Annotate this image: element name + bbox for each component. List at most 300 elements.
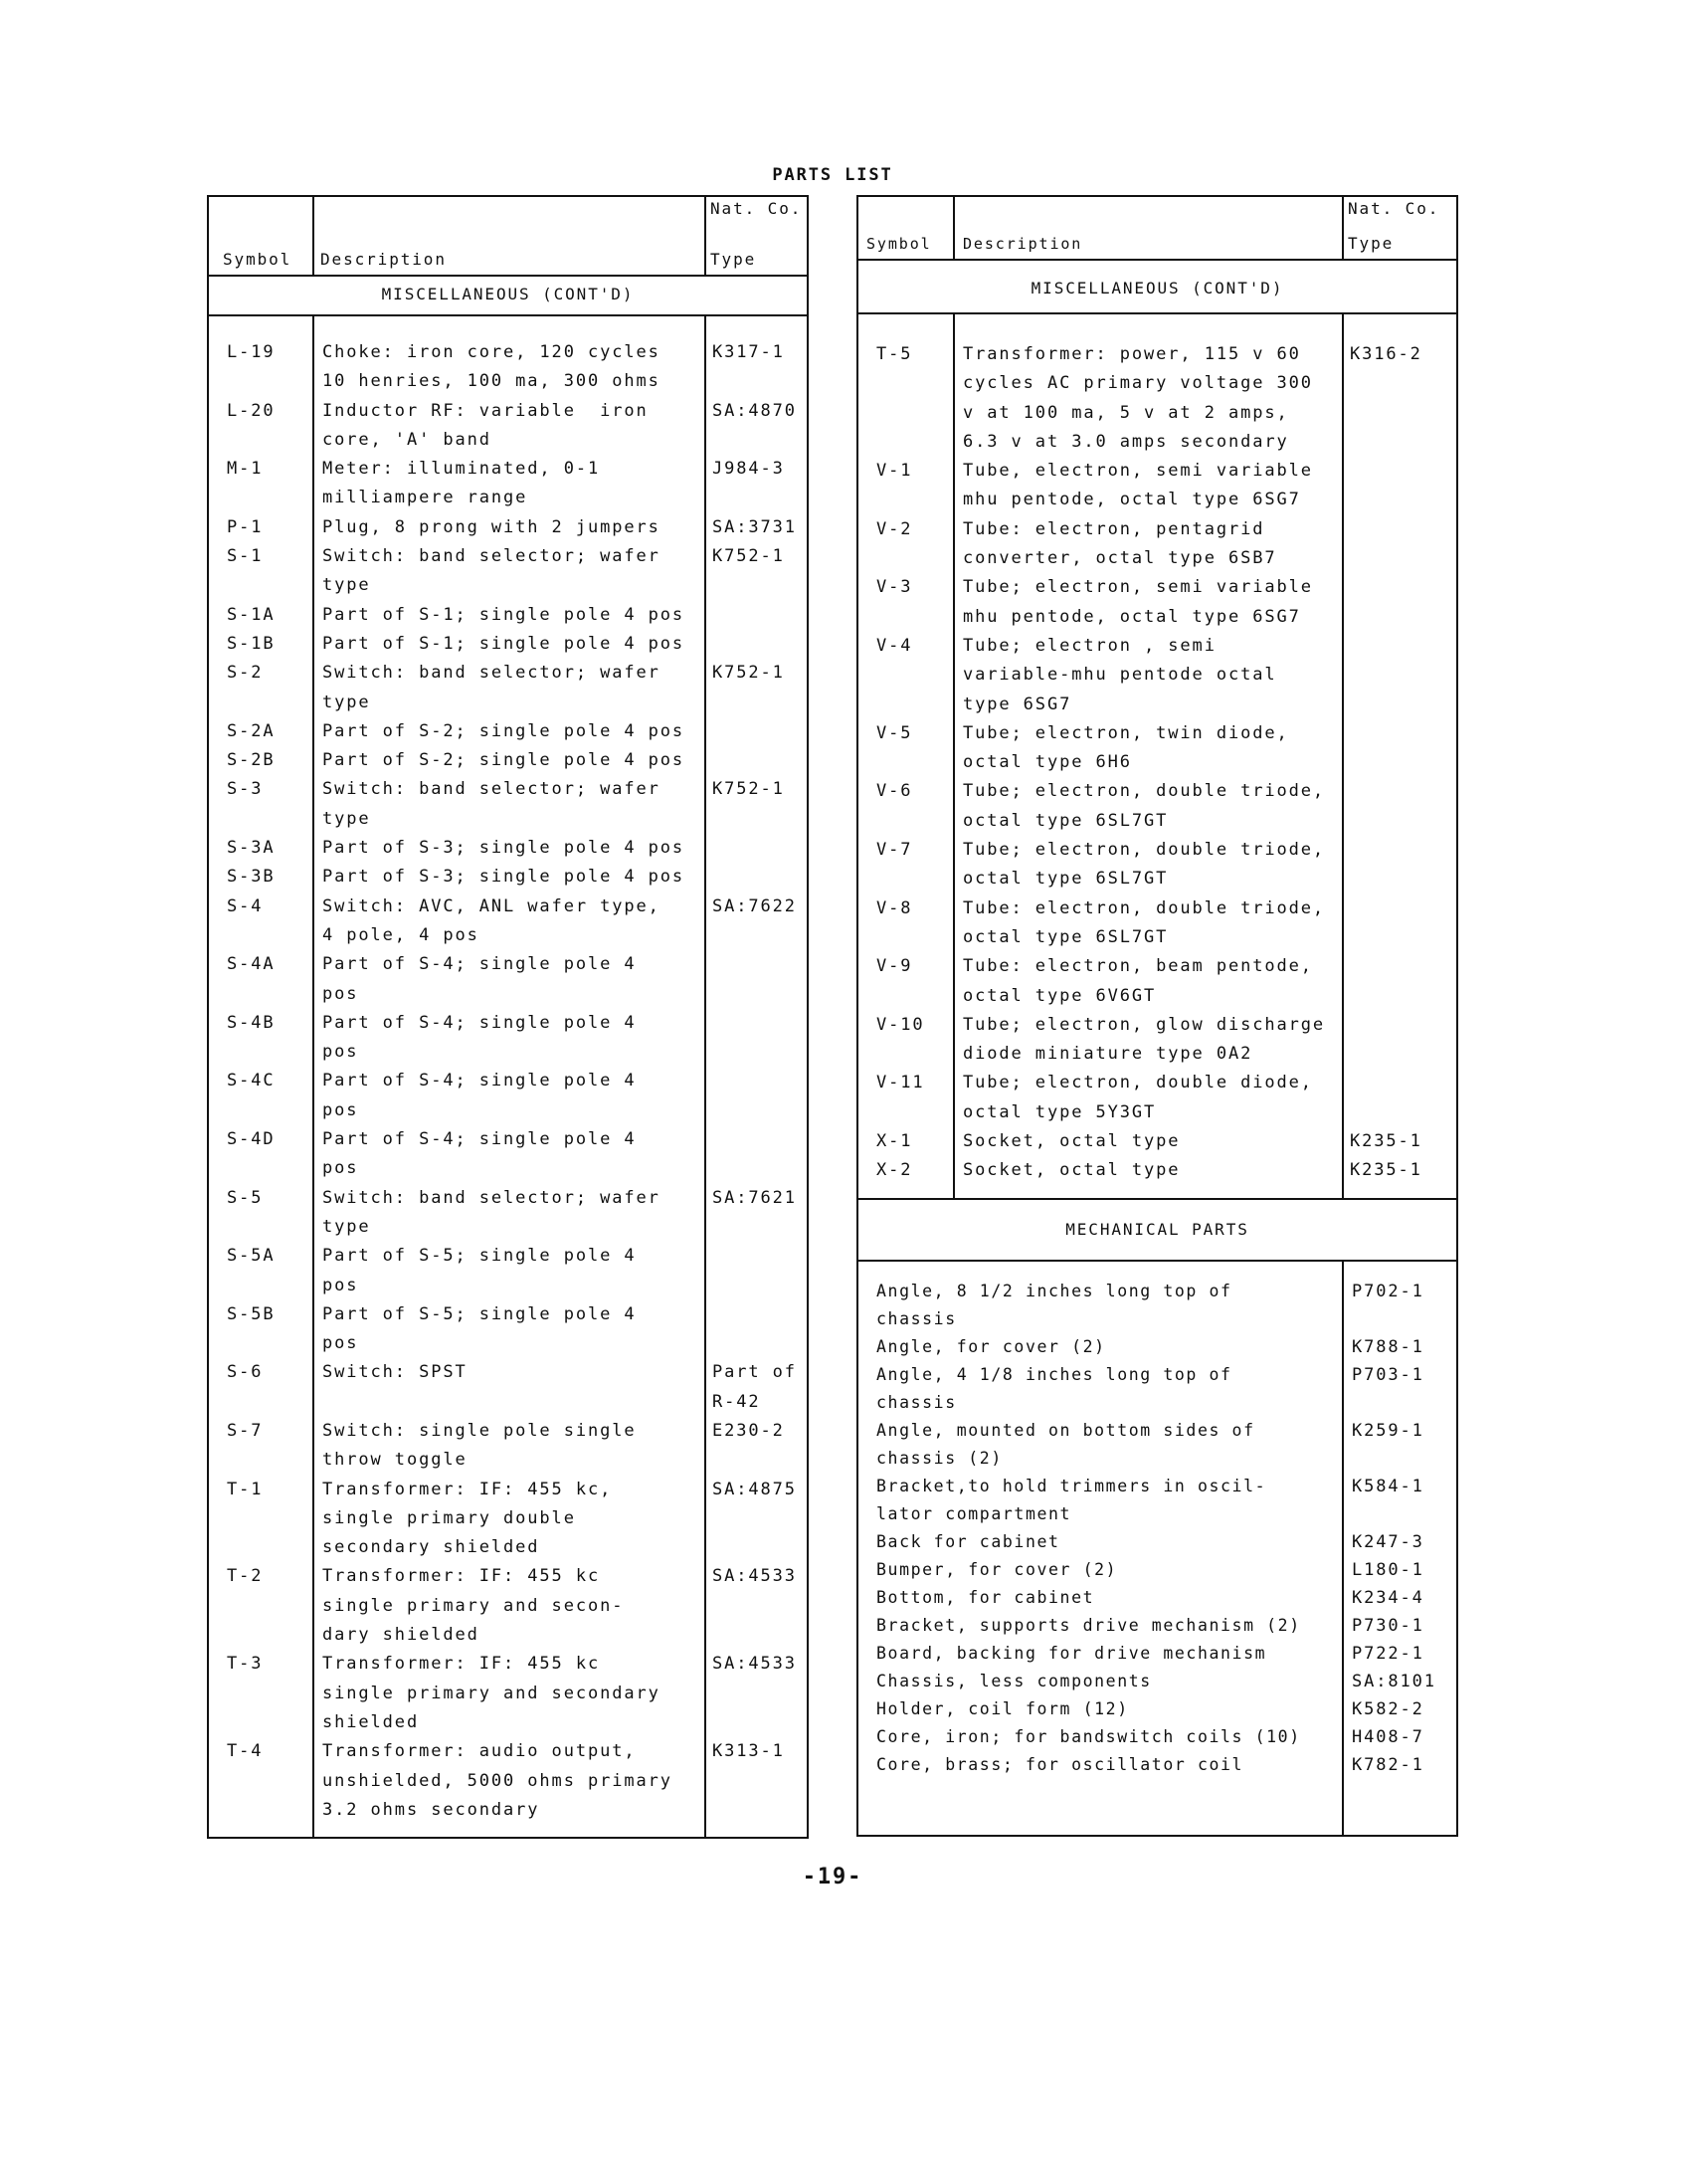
part-type: K782-1 bbox=[1352, 1755, 1424, 1775]
part-description bbox=[314, 1184, 706, 1243]
part-symbol: V-6 bbox=[876, 781, 913, 802]
description-line: Core, brass; for oscillator coil bbox=[876, 1755, 1244, 1774]
description-line: core, 'A' band bbox=[322, 429, 491, 450]
description-line: Part of S-2; single pole 4 pos bbox=[322, 750, 685, 771]
type-line: K752-1 bbox=[712, 663, 785, 684]
part-symbol: S-4B bbox=[227, 1012, 276, 1033]
part-type bbox=[1344, 457, 1350, 515]
description-line: octal type 6SL7GT bbox=[963, 926, 1169, 947]
part-description bbox=[858, 1612, 1344, 1640]
part-type bbox=[706, 863, 712, 892]
description-line: Chassis, less components bbox=[876, 1672, 1152, 1690]
part-type bbox=[706, 601, 712, 630]
table-body bbox=[209, 338, 807, 1825]
table-row bbox=[858, 894, 1456, 953]
description-line: type bbox=[322, 808, 371, 829]
table-row bbox=[209, 1358, 807, 1417]
part-type bbox=[706, 1562, 797, 1650]
table-row bbox=[209, 601, 807, 630]
header-symbol: Symbol bbox=[866, 235, 932, 253]
part-symbol: S-4A bbox=[227, 954, 276, 975]
description-line: Part of S-4; single pole 4 bbox=[322, 1129, 637, 1150]
type-line: K235-1 bbox=[1350, 1131, 1422, 1152]
description-line: octal type 6SL7GT bbox=[963, 869, 1169, 890]
description-line: dary shielded bbox=[322, 1625, 479, 1646]
part-symbol: X-1 bbox=[876, 1131, 913, 1152]
table-row bbox=[858, 1528, 1456, 1556]
part-description bbox=[955, 1011, 1344, 1070]
part-type bbox=[706, 893, 797, 951]
description-line: Tube, electron, semi variable bbox=[963, 461, 1313, 482]
description-line: Choke: iron core, 120 cycles bbox=[322, 342, 660, 362]
type-line: Part of bbox=[712, 1362, 797, 1383]
part-type: P703-1 bbox=[1352, 1365, 1424, 1385]
header-description: Description bbox=[963, 235, 1083, 253]
table-row bbox=[209, 1300, 807, 1359]
part-description bbox=[314, 1242, 706, 1300]
part-description bbox=[955, 1156, 1344, 1185]
description-line: Socket, octal type bbox=[963, 1131, 1181, 1152]
description-line: Bracket, supports drive mechanism (2) bbox=[876, 1616, 1301, 1635]
description-line: Part of S-5; single pole 4 bbox=[322, 1246, 637, 1267]
description-line: pos bbox=[322, 983, 359, 1004]
description-line: shielded bbox=[322, 1711, 420, 1732]
part-description bbox=[955, 1127, 1344, 1156]
description-line: Angle, 4 1/8 inches long top of bbox=[876, 1365, 1232, 1384]
type-line: SA:4870 bbox=[712, 400, 797, 421]
part-symbol: S-3 bbox=[227, 779, 264, 800]
part-description bbox=[955, 632, 1344, 719]
part-type bbox=[706, 1184, 797, 1243]
description-line: pos bbox=[322, 1158, 359, 1179]
description-line: type bbox=[322, 575, 371, 596]
part-symbol: S-5 bbox=[227, 1187, 264, 1208]
table-row bbox=[858, 777, 1456, 836]
table-row bbox=[209, 1125, 807, 1184]
part-type: K584-1 bbox=[1352, 1477, 1424, 1496]
part-description bbox=[314, 834, 706, 863]
description-line: diode miniature type 0A2 bbox=[963, 1044, 1253, 1065]
description-line: single primary double bbox=[322, 1507, 576, 1528]
table-row bbox=[858, 573, 1456, 632]
part-description bbox=[314, 1417, 706, 1476]
part-symbol: S-5A bbox=[227, 1246, 276, 1267]
part-description bbox=[314, 397, 706, 456]
part-symbol: S-5B bbox=[227, 1303, 276, 1324]
table-row bbox=[858, 1751, 1456, 1779]
part-description bbox=[314, 1300, 706, 1359]
description-line: mhu pentode, octal type 6SG7 bbox=[963, 606, 1301, 627]
table-row bbox=[858, 1640, 1456, 1668]
part-type bbox=[1344, 1069, 1350, 1127]
table-row bbox=[858, 1278, 1456, 1333]
description-line: milliampere range bbox=[322, 488, 528, 508]
description-line: Bracket,to hold trimmers in oscil- bbox=[876, 1477, 1267, 1495]
description-line: Part of S-4; single pole 4 bbox=[322, 954, 637, 975]
type-line: K235-1 bbox=[1350, 1160, 1422, 1181]
type-line: SA:4875 bbox=[712, 1479, 797, 1499]
type-line: K752-1 bbox=[712, 779, 785, 800]
description-line: cycles AC primary voltage 300 bbox=[963, 373, 1313, 394]
table-body bbox=[858, 340, 1456, 1186]
part-type: P730-1 bbox=[1352, 1616, 1424, 1636]
description-line: Switch: band selector; wafer bbox=[322, 1187, 660, 1208]
part-type bbox=[706, 338, 785, 397]
table-row bbox=[858, 1723, 1456, 1751]
page-title: PARTS LIST bbox=[772, 165, 893, 185]
header-type-line2: Type bbox=[1348, 234, 1395, 253]
header-type-line2: Type bbox=[710, 250, 757, 269]
part-description bbox=[955, 777, 1344, 836]
description-line: Core, iron; for bandswitch coils (10) bbox=[876, 1727, 1301, 1746]
part-symbol: V-7 bbox=[876, 840, 913, 861]
part-symbol: T-1 bbox=[227, 1479, 264, 1499]
description-line: Tube; electron, double triode, bbox=[963, 840, 1326, 861]
part-type bbox=[1344, 632, 1350, 719]
part-symbol: M-1 bbox=[227, 459, 264, 480]
part-description bbox=[314, 1562, 706, 1650]
part-symbol: L-19 bbox=[227, 342, 276, 362]
part-description bbox=[314, 775, 706, 834]
part-description bbox=[955, 340, 1344, 457]
part-type: K247-3 bbox=[1352, 1532, 1424, 1552]
part-description bbox=[314, 893, 706, 951]
part-symbol: S-2B bbox=[227, 750, 276, 771]
description-line: Part of S-4; single pole 4 bbox=[322, 1012, 637, 1033]
part-type: K582-2 bbox=[1352, 1699, 1424, 1719]
part-description bbox=[858, 1528, 1344, 1556]
part-symbol: T-3 bbox=[227, 1654, 264, 1675]
type-line: K313-1 bbox=[712, 1741, 785, 1762]
part-symbol: S-6 bbox=[227, 1362, 264, 1383]
part-description bbox=[955, 573, 1344, 632]
part-type bbox=[1344, 1156, 1422, 1185]
part-symbol: T-2 bbox=[227, 1566, 264, 1587]
part-type bbox=[706, 513, 797, 542]
description-line: Angle, 8 1/2 inches long top of bbox=[876, 1282, 1232, 1300]
table-row bbox=[209, 1009, 807, 1068]
part-description bbox=[314, 338, 706, 397]
description-line: Tube: electron, beam pentode, bbox=[963, 956, 1313, 977]
part-symbol: S-4 bbox=[227, 895, 264, 916]
header-type-line1: Nat. Co. bbox=[1348, 199, 1440, 218]
table-row bbox=[209, 1562, 807, 1650]
description-line: Inductor RF: variable iron bbox=[322, 400, 649, 421]
description-line: variable-mhu pentode octal bbox=[963, 665, 1277, 686]
part-symbol: V-11 bbox=[876, 1073, 925, 1093]
table-row bbox=[209, 950, 807, 1009]
description-line: Bumper, for cover (2) bbox=[876, 1560, 1118, 1579]
header-description: Description bbox=[320, 250, 447, 269]
description-line: Switch: AVC, ANL wafer type, bbox=[322, 895, 660, 916]
description-line: type bbox=[322, 692, 371, 712]
part-symbol: S-3A bbox=[227, 838, 276, 859]
description-line: Tube; electron, glow discharge bbox=[963, 1014, 1326, 1035]
table-row bbox=[209, 1476, 807, 1563]
table-row bbox=[858, 836, 1456, 894]
table-row bbox=[858, 1333, 1456, 1361]
part-type: P702-1 bbox=[1352, 1282, 1424, 1301]
description-line: 6.3 v at 3.0 amps secondary bbox=[963, 431, 1289, 452]
description-line: Switch: band selector; wafer bbox=[322, 663, 660, 684]
part-symbol: S-1A bbox=[227, 604, 276, 625]
description-line: single primary and secon- bbox=[322, 1595, 625, 1616]
header-type-cell bbox=[706, 197, 807, 275]
part-description bbox=[314, 455, 706, 513]
part-type bbox=[706, 1476, 797, 1563]
part-description bbox=[858, 1695, 1344, 1723]
description-line: Switch: single pole single bbox=[322, 1420, 637, 1441]
table-row bbox=[209, 893, 807, 951]
description-line: Part of S-1; single pole 4 pos bbox=[322, 604, 685, 625]
header-symbol-cell bbox=[858, 197, 955, 259]
description-line: Tube; electron , semi bbox=[963, 635, 1217, 656]
description-line: converter, octal type 6SB7 bbox=[963, 548, 1277, 569]
part-type bbox=[1344, 719, 1350, 778]
description-line: Part of S-4; single pole 4 bbox=[322, 1071, 637, 1092]
table-row bbox=[209, 542, 807, 601]
parts-table-left bbox=[207, 195, 809, 1839]
description-line: Transformer: IF: 455 kc bbox=[322, 1654, 601, 1675]
description-line: Part of S-3; single pole 4 pos bbox=[322, 867, 685, 888]
part-symbol: S-4D bbox=[227, 1129, 276, 1150]
part-description bbox=[314, 1737, 706, 1825]
description-line: Board, backing for drive mechanism bbox=[876, 1644, 1267, 1663]
part-type: K234-4 bbox=[1352, 1588, 1424, 1608]
table-row bbox=[209, 338, 807, 397]
header-symbol-cell bbox=[209, 197, 314, 275]
part-type bbox=[706, 397, 797, 456]
header-type-cell bbox=[1344, 197, 1456, 259]
mechanical-table-body bbox=[858, 1278, 1456, 1779]
type-line: E230-2 bbox=[712, 1420, 785, 1441]
part-type bbox=[706, 1737, 785, 1825]
part-type bbox=[706, 542, 785, 601]
description-line: chassis (2) bbox=[876, 1449, 1003, 1468]
part-type: L180-1 bbox=[1352, 1560, 1424, 1580]
description-line: Transformer: power, 115 v 60 bbox=[963, 344, 1301, 364]
table-row bbox=[858, 1612, 1456, 1640]
part-type: K788-1 bbox=[1352, 1337, 1424, 1357]
description-line: pos bbox=[322, 1042, 359, 1063]
part-type bbox=[706, 1650, 797, 1737]
description-line: Tube; electron, double triode, bbox=[963, 781, 1326, 802]
table-row bbox=[858, 1156, 1456, 1185]
description-line: Part of S-1; single pole 4 pos bbox=[322, 633, 685, 654]
part-description bbox=[314, 513, 706, 542]
description-line: Holder, coil form (12) bbox=[876, 1699, 1129, 1718]
part-description bbox=[314, 542, 706, 601]
part-symbol: P-1 bbox=[227, 516, 264, 537]
table-row bbox=[209, 397, 807, 456]
part-description bbox=[858, 1751, 1344, 1779]
part-type bbox=[1344, 836, 1350, 894]
table-row bbox=[858, 1069, 1456, 1127]
table-row bbox=[858, 719, 1456, 778]
section-header: MISCELLANEOUS (CONT'D) bbox=[209, 275, 807, 316]
part-type bbox=[1344, 952, 1350, 1011]
part-description bbox=[858, 1723, 1344, 1751]
description-line: Back for cabinet bbox=[876, 1532, 1060, 1551]
part-type: H408-7 bbox=[1352, 1727, 1424, 1747]
part-type: K259-1 bbox=[1352, 1421, 1424, 1441]
part-symbol: V-3 bbox=[876, 577, 913, 598]
table-row bbox=[858, 1417, 1456, 1473]
description-line: pos bbox=[322, 1099, 359, 1120]
part-description bbox=[314, 1125, 706, 1184]
part-symbol: L-20 bbox=[227, 400, 276, 421]
description-line: Bottom, for cabinet bbox=[876, 1588, 1095, 1607]
description-line: octal type 5Y3GT bbox=[963, 1101, 1157, 1122]
part-symbol: S-2 bbox=[227, 663, 264, 684]
part-description bbox=[858, 1473, 1344, 1528]
header-symbol: Symbol bbox=[223, 250, 292, 269]
part-type bbox=[706, 717, 712, 746]
table-row bbox=[858, 340, 1456, 457]
description-line: 10 henries, 100 ma, 300 ohms bbox=[322, 371, 660, 392]
part-description bbox=[858, 1556, 1344, 1584]
part-type bbox=[1344, 894, 1350, 953]
description-line: v at 100 ma, 5 v at 2 amps, bbox=[963, 402, 1289, 423]
part-description bbox=[955, 894, 1344, 953]
type-line: SA:7621 bbox=[712, 1187, 797, 1208]
type-line: K752-1 bbox=[712, 546, 785, 567]
header-description-cell bbox=[955, 197, 1344, 259]
part-symbol: S-3B bbox=[227, 867, 276, 888]
table-row bbox=[209, 1650, 807, 1737]
mechanical-section-header: MECHANICAL PARTS bbox=[858, 1198, 1456, 1262]
part-type bbox=[706, 1125, 712, 1184]
part-description bbox=[314, 630, 706, 659]
part-symbol: V-8 bbox=[876, 897, 913, 918]
part-symbol: T-5 bbox=[876, 344, 913, 364]
table-row bbox=[858, 1361, 1456, 1417]
description-line: Meter: illuminated, 0-1 bbox=[322, 459, 601, 480]
description-line: Tube: electron, pentagrid bbox=[963, 518, 1265, 539]
part-symbol: V-2 bbox=[876, 518, 913, 539]
part-type bbox=[706, 1067, 712, 1125]
part-description bbox=[314, 1358, 706, 1417]
table-row bbox=[858, 1011, 1456, 1070]
table-row bbox=[858, 1584, 1456, 1612]
table-row bbox=[858, 632, 1456, 719]
part-type bbox=[1344, 515, 1350, 574]
description-line: octal type 6V6GT bbox=[963, 985, 1157, 1006]
part-description bbox=[858, 1278, 1344, 1333]
part-description bbox=[858, 1417, 1344, 1473]
table-row bbox=[209, 834, 807, 863]
table-row bbox=[209, 863, 807, 892]
type-line: K317-1 bbox=[712, 342, 785, 362]
description-line: pos bbox=[322, 1275, 359, 1295]
description-line: Tube; electron, double diode, bbox=[963, 1073, 1313, 1093]
type-line: J984-3 bbox=[712, 459, 785, 480]
table-row bbox=[858, 952, 1456, 1011]
part-symbol: S-4C bbox=[227, 1071, 276, 1092]
part-description bbox=[314, 1009, 706, 1068]
description-line: single primary and secondary bbox=[322, 1683, 660, 1703]
part-type bbox=[1344, 573, 1350, 632]
part-type bbox=[1344, 1011, 1350, 1070]
description-line: octal type 6H6 bbox=[963, 752, 1132, 773]
part-description bbox=[314, 950, 706, 1009]
table-row bbox=[858, 515, 1456, 574]
description-line: Plug, 8 prong with 2 jumpers bbox=[322, 516, 660, 537]
part-description bbox=[858, 1584, 1344, 1612]
description-line: Part of S-3; single pole 4 pos bbox=[322, 838, 685, 859]
description-line: chassis bbox=[876, 1393, 957, 1412]
part-description bbox=[858, 1333, 1344, 1361]
part-description bbox=[314, 717, 706, 746]
table-row bbox=[209, 1737, 807, 1825]
part-type: SA:8101 bbox=[1352, 1672, 1436, 1691]
description-line: Transformer: audio output, bbox=[322, 1741, 637, 1762]
table-row bbox=[209, 1067, 807, 1125]
part-type: P722-1 bbox=[1352, 1644, 1424, 1664]
description-line: 3.2 ohms secondary bbox=[322, 1799, 540, 1820]
section-header: MISCELLANEOUS (CONT'D) bbox=[858, 261, 1456, 314]
part-symbol: V-5 bbox=[876, 722, 913, 743]
part-description bbox=[955, 1069, 1344, 1127]
description-line: Tube: electron, double triode, bbox=[963, 897, 1326, 918]
table-row bbox=[209, 659, 807, 717]
table-header bbox=[209, 197, 807, 277]
description-line: Transformer: IF: 455 kc, bbox=[322, 1479, 613, 1499]
part-symbol: S-1B bbox=[227, 633, 276, 654]
type-line: R-42 bbox=[712, 1391, 761, 1412]
part-description bbox=[314, 1067, 706, 1125]
part-description bbox=[314, 1476, 706, 1563]
part-type bbox=[706, 746, 712, 775]
part-description bbox=[858, 1668, 1344, 1695]
header-description-cell bbox=[314, 197, 706, 275]
description-line: Angle, mounted on bottom sides of bbox=[876, 1421, 1255, 1440]
part-description bbox=[314, 1650, 706, 1737]
part-type bbox=[706, 455, 785, 513]
part-type bbox=[1344, 340, 1422, 457]
description-line: unshielded, 5000 ohms primary bbox=[322, 1770, 672, 1791]
table-row bbox=[209, 630, 807, 659]
part-type bbox=[706, 1417, 785, 1476]
part-type bbox=[706, 630, 712, 659]
part-type bbox=[706, 1300, 712, 1359]
description-line: Angle, for cover (2) bbox=[876, 1337, 1106, 1356]
part-symbol: X-2 bbox=[876, 1160, 913, 1181]
description-line: pos bbox=[322, 1333, 359, 1354]
part-type bbox=[706, 1242, 712, 1300]
table-row bbox=[209, 746, 807, 775]
part-description bbox=[955, 836, 1344, 894]
description-line: Switch: SPST bbox=[322, 1362, 468, 1383]
part-symbol: T-4 bbox=[227, 1741, 264, 1762]
part-description bbox=[955, 457, 1344, 515]
part-type bbox=[706, 834, 712, 863]
type-line: SA:4533 bbox=[712, 1566, 797, 1587]
part-type bbox=[706, 1009, 712, 1068]
part-symbol: V-1 bbox=[876, 461, 913, 482]
part-description bbox=[314, 746, 706, 775]
table-row bbox=[209, 1417, 807, 1476]
table-row bbox=[209, 1242, 807, 1300]
part-description bbox=[955, 719, 1344, 778]
part-symbol: S-7 bbox=[227, 1420, 264, 1441]
part-type bbox=[706, 659, 785, 717]
part-description bbox=[858, 1361, 1344, 1417]
description-line: secondary shielded bbox=[322, 1537, 540, 1558]
page-number: -19- bbox=[802, 1865, 863, 1889]
description-line: Switch: band selector; wafer bbox=[322, 779, 660, 800]
description-line: Transformer: IF: 455 kc bbox=[322, 1566, 601, 1587]
